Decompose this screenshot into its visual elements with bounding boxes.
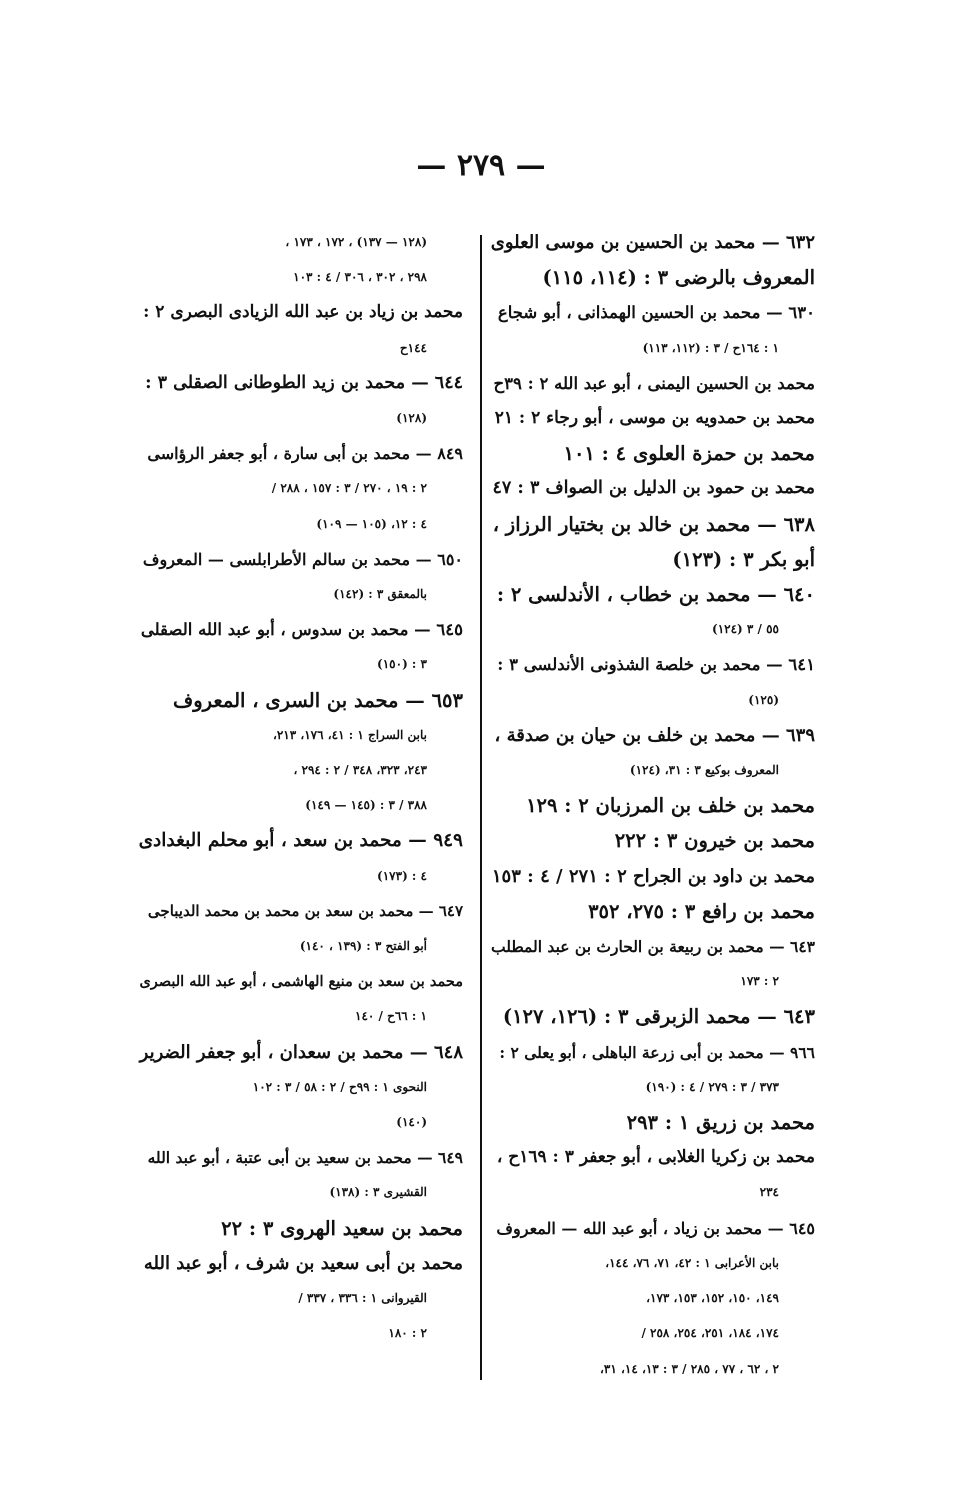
index-entry-line: بابن الأعرابى ١ : ٤٢، ٧١، ٧٦، ١٤٤، (605, 1255, 779, 1270)
index-entry-line: ٤ : ١٢، (١٠٥ — ١٠٩) (316, 516, 427, 531)
index-entry-line: النحوى ١ : ٩٩ح / ٢ : ٥٨ / ٣ : ١٠٢ (252, 1079, 427, 1094)
index-entry-line: محمد بن سعد بن منيع الهاشمى ، أبو عبد الله البصرى (139, 973, 463, 991)
index-entry-line: (١٢٥) (748, 692, 779, 707)
index-entry-line: محمد بن حمدويه بن موسى ، أبو رجاء ٢ : ٢١ (494, 408, 815, 429)
index-entry-line: ٦٤٠ — محمد بن خطاب ، الأندلسى ٢ : (496, 583, 815, 607)
index-entry-line: ٢ ، ٦٢ ، ٧٧ ، ٢٨٥ / ٣ : ١٣، ١٤، ٣١، (600, 1361, 779, 1376)
index-entry-line: ٩٤٩ — محمد بن سعد ، أبو محلم البغدادى (138, 830, 463, 852)
index-entry-line: محمد بن سعيد الهروى ٣ : ٢٢ (221, 1216, 463, 1240)
index-entry-line: ١٤٤ح (399, 340, 427, 355)
index-entry-line: أبو الفتح ٣ : (١٣٩ ، ١٤٠) (299, 939, 427, 954)
index-entry-line: ١٤٩، ١٥٠، ١٥٢، ١٥٣، ١٧٣، (646, 1291, 779, 1306)
index-entry-line: ٦٣٨ — محمد بن خالد بن بختيار الرزاز ، (492, 512, 815, 536)
index-entry-line: ٢ : ١٨٠ (388, 1326, 427, 1341)
index-entry-line: ١ : ٦٦ح / ١٤٠ (355, 1009, 427, 1024)
index-entry-line: ٦٤٩ — محمد بن سعيد بن أبى عتبة ، أبو عبد الله (147, 1148, 463, 1168)
index-entry-line: ٤ : (١٧٣) (377, 868, 427, 883)
index-entry-line: ٦٤٥ — محمد بن سدوس ، أبو عبد الله الصقلى (140, 620, 463, 640)
index-entry-line: القيروانى ١ : ٣٣٦ ، ٣٣٧ / (298, 1291, 427, 1306)
index-entry-line: محمد بن حمود بن الدليل بن الصواف ٣ : ٤٧ (492, 478, 815, 499)
index-entry-line: محمد بن رافع ٣ : ٢٧٥، ٣٥٢ (588, 899, 815, 923)
index-entry-line: ٦٣٢ — محمد بن الحسين بن موسى العلوى (490, 232, 815, 253)
index-entry-line: محمد بن أبى سعيد بن شرف ، أبو عبد الله (143, 1252, 463, 1274)
index-entry-line: (١٢٨ — ١٣٧) ، ١٧٢ ، ١٧٣ ، (285, 235, 427, 249)
index-entry-line: (١٢٨) (396, 411, 427, 426)
index-entry-line: بابن السراج ١ : ٤١، ١٧٦، ٢١٣، (272, 727, 427, 742)
index-entry-line: ٦٤١ — محمد بن خلصة الشذونى الأندلسى ٣ : (497, 655, 815, 675)
index-entry-line: ٢ : ١٧٣ (740, 974, 779, 989)
index-entry-line: ٦٤٨ — محمد بن سعدان ، أبو جعفر الضرير (139, 1041, 463, 1063)
index-entry-line: ٦٥٠ — محمد بن سالم الأطرابلسى — المعروف (142, 549, 463, 569)
index-entry-line: محمد بن خيرون ٣ : ٢٢٢ (614, 829, 815, 853)
index-entry-line: ٦٣٩ — محمد بن خلف بن حيان بن صدقة ، (494, 724, 815, 746)
index-entry-line: محمد بن خلف بن المرزبان ٢ : ١٢٩ (526, 794, 815, 818)
index-entry-line: ٢٣٤ (759, 1185, 779, 1200)
index-entry-line: ٨٤٩ — محمد بن أبى سارة ، أبو جعفر الرؤاسى (147, 444, 463, 464)
index-entry-line: ٦٥٣ — محمد بن السرى ، المعروف (173, 688, 463, 712)
index-entry-line: محمد بن زكريا الغلابى ، أبو جعفر ٣ : ١٦٩ح ، (496, 1147, 815, 1168)
index-entry-line: ٣٧٣ / ٣ : ٢٧٩ / ٤ : (١٩٠) (645, 1079, 779, 1094)
index-entry-line: أبو بكر ٣ : (١٢٣) (672, 547, 815, 571)
index-entry-line: محمد بن زريق ١ : ٢٩٣ (626, 1111, 815, 1135)
index-entry-line: ٥٥ / ٣ (١٢٤) (712, 622, 779, 637)
index-entry-line: (١٤٠) (396, 1115, 427, 1130)
page-number: — ٢٧٩ — (416, 148, 546, 183)
index-entry-line: محمد بن داود بن الجراح ٢ : ٢٧١ / ٤ : ١٥٣ (491, 865, 815, 887)
index-entry-line: ٣٨٨ / ٣ : (١٤٥ — ١٤٩) (305, 798, 427, 813)
column-divider (480, 235, 482, 1380)
index-entry-line: ٦٤٧ — محمد بن سعد بن محمد بن محمد الديباجى (147, 901, 463, 920)
index-entry-line: ٢٩٨ ، ٣٠٢ ، ٣٠٦ / ٤ : ١٠٣ (293, 270, 427, 285)
index-entry-line: القشيرى ٣ : (١٣٨) (329, 1185, 427, 1200)
index-entry-line: المعروف بوكيع ٣ : ٣١، (١٢٤) (629, 763, 779, 778)
index-entry-line: ٦٤٤ — محمد بن زيد الطوطانى الصقلى ٣ : (145, 372, 463, 393)
index-entry-line: ٣ : (١٥٠) (377, 657, 427, 672)
index-entry-line: ٦٣٠ — محمد بن الحسين الهمذانى ، أبو شجاع (497, 303, 815, 323)
index-entry-line: ٦٤٣ — محمد الزبرقى ٣ : (١٢٦، ١٢٧) (502, 1005, 815, 1029)
index-column-right (490, 225, 815, 1387)
index-entry-line: محمد بن حمزة العلوى ٤ : ١٠١ (563, 442, 815, 466)
index-entry-line: ٩٦٦ — محمد بن أبى زرعة الباهلى ، أبو يعلى ٢ : (499, 1042, 815, 1062)
index-entry-line: محمد بن الحسين اليمنى ، أبو عبد الله ٢ : ٣٩ح (493, 373, 815, 393)
index-entry-line: ١ : ١٦٤ح / ٣ : (١١٢، ١١٣) (642, 340, 779, 355)
index-entry-line: ٦٤٣ — محمد بن ربيعة بن الحارث بن عبد المطلب (490, 937, 815, 957)
index-entry-line: ٢ : ١٩ ، ٢٧٠ / ٣ : ١٥٧ ، ٢٨٨ / (271, 481, 427, 496)
index-entry-line: ١٧٤، ١٨٤، ٢٥١، ٢٥٤، ٢٥٨ / (641, 1326, 779, 1341)
index-entry-line: ٦٤٥ — محمد بن زياد ، أبو عبد الله — المعروف (496, 1218, 815, 1238)
index-column-left (138, 225, 463, 1352)
index-entry-line: المعروف بالرضى ٣ : (١١٤، ١١٥) (542, 266, 815, 290)
index-entry-line: ٢٤٣، ٣٢٣، ٣٤٨ / ٢ : ٢٩٤ ، (293, 763, 427, 778)
index-entry-line: بالمعقق ٣ : (١٤٢) (333, 587, 427, 602)
index-entry-line: محمد بن زياد بن عبد الله الزيادى البصرى ٢ : (143, 302, 463, 323)
